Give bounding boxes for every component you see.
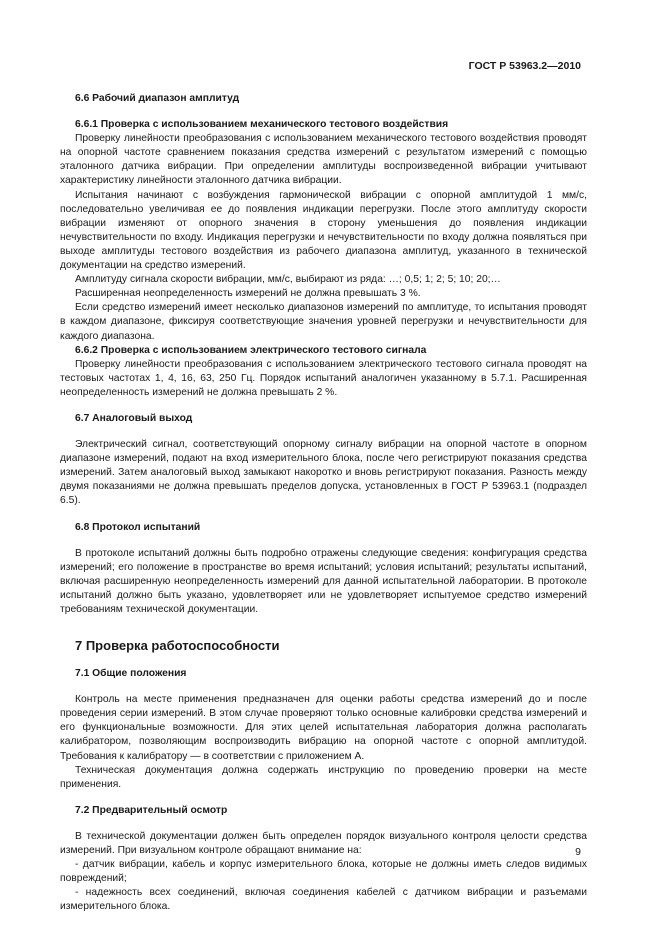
- page-content: [60, 92, 587, 915]
- paragraph: В протоколе испытаний должны быть подробно отражены следующие сведения: конфигурация средства измерений; его положение в пространстве во время испытаний; условия испытаний; результаты испытаний, включая расширенную неопределенность измерений для данной испытательной лаборатории. В протоколе испытаний должно быть указано, удовлетворяет или не удовлетворяет испытуемое средство измерений требованиям технической документации.: [60, 547, 587, 615]
- section-6-6-2-title: 6.6.2 Проверка с использованием электрического тестового сигнала: [75, 344, 427, 356]
- section-6-6-1-title: 6.6.1 Проверка с использованием механического тестового воздействия: [75, 119, 449, 131]
- list-item: - надежность всех соединений, включая соединения кабелей с датчиком вибрации и разъемами измерительного блока.: [60, 887, 587, 913]
- list-item: - датчик вибрации, кабель и корпус измерительного блока, которые не должны иметь следов видимых повреждений;: [60, 859, 587, 885]
- paragraph: Техническая документация должна содержать инструкцию по проведению проверки на месте применения.: [60, 764, 587, 790]
- paragraph: Расширенная неопределенность измерений не должна превышать 3 %.: [75, 288, 421, 300]
- paragraph: Электрический сигнал, соответствующий опорному сигналу вибрации на опорной частоте в опорном диапазоне измерений, подают на вход измерительного блока, после чего регистрируют показания средства измерений. Затем аналоговый выход замыкают накоротко и вновь регистрируют показания. Разность между двумя показаниями не должна превышать пределов допуска, установленных в ГОСТ Р 53963.1 (подраздел 6.5).: [60, 439, 587, 507]
- page-number: 9: [575, 846, 581, 858]
- section-7-1-title: 7.1 Общие положения: [75, 668, 187, 680]
- section-6-8-title: 6.8 Протокол испытаний: [75, 521, 201, 533]
- paragraph: Контроль на месте применения предназначен для оценки работы средства измерений до и после проведения серии измерений. В этом случае проверяют только основные калибровки средства измерений и его функциональные возможности. Для этих целей испытательная лаборатория должна располагать калибратором, позволяющим воспроизводить вибрацию на опорной частоте с опорной амплитудой. Требования к калибратору — в соответствии с приложением А.: [60, 694, 587, 762]
- section-6-6-title: 6.6 Рабочий диапазон амплитуд: [75, 93, 240, 104]
- section-7-title: 7 Проверка работоспособности: [75, 638, 280, 654]
- section-6-7-title: 6.7 Аналоговый выход: [75, 412, 193, 424]
- paragraph: Проверку линейности преобразования с использованием механического тестового воздействия проводят на опорной частоте сравнением показания средства измерений с результатом измерений с помощью эталонного датчика вибрации. При определении амплитуды воспроизведенной вибрации учитывают характеристику линейности эталонного датчика вибрации.: [60, 133, 587, 187]
- paragraph: Проверку линейности преобразования с использованием электрического тестового сигнала проводят на тестовых частотах 1, 4, 16, 63, 250 Гц. Порядок испытаний аналогичен указанному в 5.7.1. Расширенная неопределенность измерений не должна превышать 2 %.: [60, 358, 587, 398]
- document-number: ГОСТ Р 53963.2—2010: [468, 60, 581, 72]
- section-7-2-title: 7.2 Предварительный осмотр: [75, 804, 228, 816]
- paragraph: Если средство измерений имеет несколько диапазонов измерений по амплитуде, то испытания проводят в каждом диапазоне, фиксируя соответствующие значения уровней перегрузки и нечувствительности для каждого диапазона.: [60, 302, 587, 342]
- paragraph: Испытания начинают с возбуждения гармонической вибрации с опорной амплитудой 1 мм/с, последовательно увеличивая ее до появления индикации перегрузки. После этого амплитуду скорости вибрации изменяют от опорного значения в сторону уменьшения до появления индикации нечувствительности по входу. Индикация перегрузки и нечувствительности по входу должна появляться при выходе амплитуды тестового воздействия из рабочего диапазона амплитуд, указанного в технической документации на средство измерений.: [60, 189, 587, 272]
- paragraph: В технической документации должен быть определен порядок визуального контроля целости средства измерений. При визуальном контроле обращают внимание на:: [60, 830, 587, 857]
- paragraph: Амплитуду сигнала скорости вибрации, мм/с, выбирают из ряда: …; 0,5; 1; 2; 5; 10; 20;…: [75, 274, 501, 286]
